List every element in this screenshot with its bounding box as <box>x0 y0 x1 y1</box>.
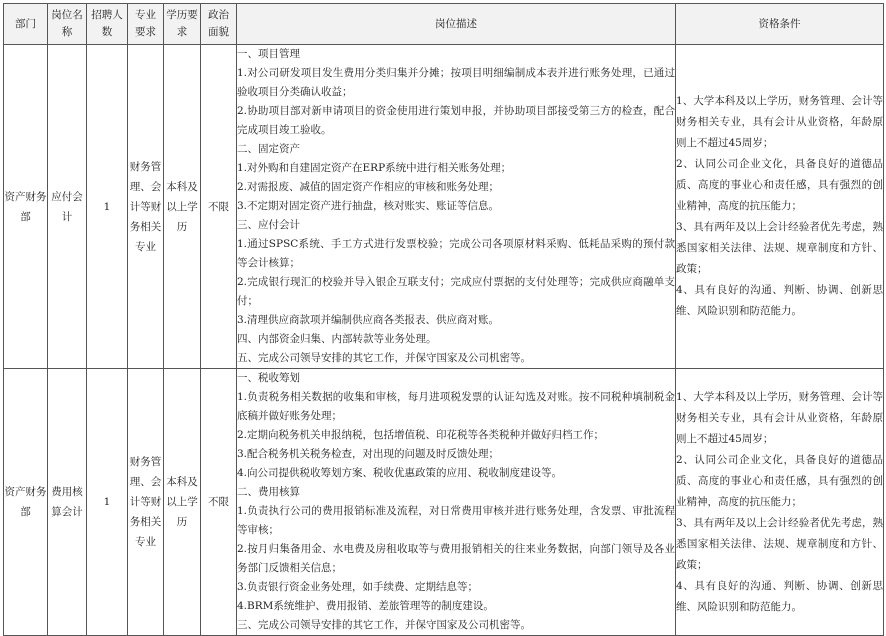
position-cell: 费用核算会计 <box>48 369 87 636</box>
political-cell: 不限 <box>201 45 237 369</box>
qualification-line: 2、认同公司企业文化，具备良好的道德品质、高度的事业心和责任感，具有强烈的创业精神，高度的抗压能力； <box>676 453 883 508</box>
description-cell <box>237 45 676 369</box>
description-cell <box>237 369 676 636</box>
header-major: 专业要求 <box>128 4 164 45</box>
major-cell: 财务管理、会计等财务相关专业 <box>128 369 164 636</box>
job-table <box>3 3 884 636</box>
description-line: 一、项目管理 <box>237 48 300 60</box>
dept-cell: 资产财务部 <box>4 369 48 636</box>
description-line: 2.完成银行现汇的校验并导入银企互联支付；完成应付票据的支付处理等；完成供应商融单支付； <box>237 276 675 307</box>
dept-cell: 资产财务部 <box>4 45 48 369</box>
qualification-line: 1、大学本科及以上学历，财务管理、会计等财务相关专业，具有会计从业资格，年龄原则上不超过45周岁； <box>676 390 883 445</box>
description-line: 3.负责银行资金业务处理，如手续费、定期结息等； <box>237 581 479 593</box>
header-education: 学历要求 <box>164 4 201 45</box>
header-political: 政治面貌 <box>201 4 237 45</box>
education-cell: 本科及以上学历 <box>164 45 201 369</box>
table-row <box>4 45 884 369</box>
description-line: 1.负责税务相关数据的收集和审核，每月进项税发票的认证勾选及对账。按不同税种填制税金底稿并做好账务处理； <box>237 391 675 422</box>
education-cell: 本科及以上学历 <box>164 369 201 636</box>
description-line: 三、完成公司领导安排的其它工作，并保守国家及公司机密等。 <box>237 619 531 631</box>
description-line: 3.不定期对固定资产进行抽盘，核对账实、账证等信息。 <box>237 200 500 212</box>
qualification-line: 3、具有两年及以上会计经验者优先考虑，熟悉国家相关法律、法规、规章制度和方针、政策； <box>676 221 883 275</box>
header-qualification: 资格条件 <box>676 4 884 45</box>
description-line: 五、完成公司领导安排的其它工作，并保守国家及公司机密等。 <box>237 352 531 364</box>
header-dept: 部门 <box>4 4 48 45</box>
description-line: 1.对公司研发项目发生费用分类归集并分摊；按项目明细编制成本表并进行账务处理，已通过验收项目分类确认收益； <box>237 67 675 98</box>
count-cell: 1 <box>87 45 128 369</box>
position-cell: 应付会计 <box>48 45 87 369</box>
qualification-line: 3、具有两年及以上会计经验者优先考虑，熟悉国家相关法律、法规、规章制度和方针、政策； <box>676 516 883 571</box>
description-line: 3.配合税务机关税务检查，对出现的问题及时反馈处理； <box>237 448 500 460</box>
qualification-line: 4、具有良好的沟通、判断、协调、创新思维、风险识别和防范能力。 <box>676 284 883 317</box>
description-line: 一、税收筹划 <box>237 372 300 384</box>
description-line: 1.负责执行公司的费用报销标准及流程，对日常费用审核并进行账务处理，含发票、审批流程等审核； <box>237 505 675 536</box>
qualification-cell <box>676 45 884 369</box>
description-line: 四、内部资金归集、内部转款等业务处理。 <box>237 333 437 345</box>
description-line: 2.协助项目部对新申请项目的资金使用进行策划申报，并协助项目部接受第三方的检查，配合完成项目竣工验收。 <box>237 105 675 136</box>
header-count: 招聘人数 <box>87 4 128 45</box>
description-line: 2.对需报废、减值的固定资产作相应的审核和账务处理； <box>237 181 500 193</box>
description-line: 三、应付会计 <box>237 219 300 231</box>
table-header-row <box>4 4 884 45</box>
description-line: 1.通过SPSC系统、手工方式进行发票校验；完成公司各项原材料采购、低耗品采购的预付款等会计核算； <box>237 238 675 269</box>
qualification-cell <box>676 369 884 636</box>
political-cell: 不限 <box>201 369 237 636</box>
description-line: 二、费用核算 <box>237 486 300 498</box>
header-description: 岗位描述 <box>237 4 676 45</box>
description-line: 2.定期向税务机关申报纳税，包括增值税、印花税等各类税种并做好归档工作； <box>237 429 605 441</box>
description-line: 二、固定资产 <box>237 143 300 155</box>
qualification-line: 2、认同公司企业文化，具备良好的道德品质、高度的事业心和责任感，具有强烈的创业精神，高度的抗压能力； <box>676 158 883 212</box>
header-position: 岗位名称 <box>48 4 87 45</box>
description-line: 4.BRM系统维护、费用报销、差旅管理等的制度建设。 <box>237 600 494 612</box>
major-cell: 财务管理、会计等财务相关专业 <box>128 45 164 369</box>
count-cell: 1 <box>87 369 128 636</box>
description-line: 3.清理供应商款项并编制供应商各类报表、供应商对账。 <box>237 314 500 326</box>
description-line: 1.对外购和自建固定资产在ERP系统中进行相关账务处理； <box>237 162 512 174</box>
table-row <box>4 369 884 636</box>
description-line: 2.按月归集备用金、水电费及房租收取等与费用报销相关的往来业务数据，向部门领导及各业务部门反馈相关信息； <box>237 543 675 574</box>
description-line: 4.向公司提供税收筹划方案、税收优惠政策的应用、税收制度建设等。 <box>237 467 563 479</box>
qualification-line: 1、大学本科及以上学历，财务管理、会计等财务相关专业，具有会计从业资格，年龄原则上不超过45周岁； <box>676 95 883 149</box>
qualification-line: 4、具有良好的沟通、判断、协调、创新思维、风险识别和防范能力。 <box>676 579 883 613</box>
